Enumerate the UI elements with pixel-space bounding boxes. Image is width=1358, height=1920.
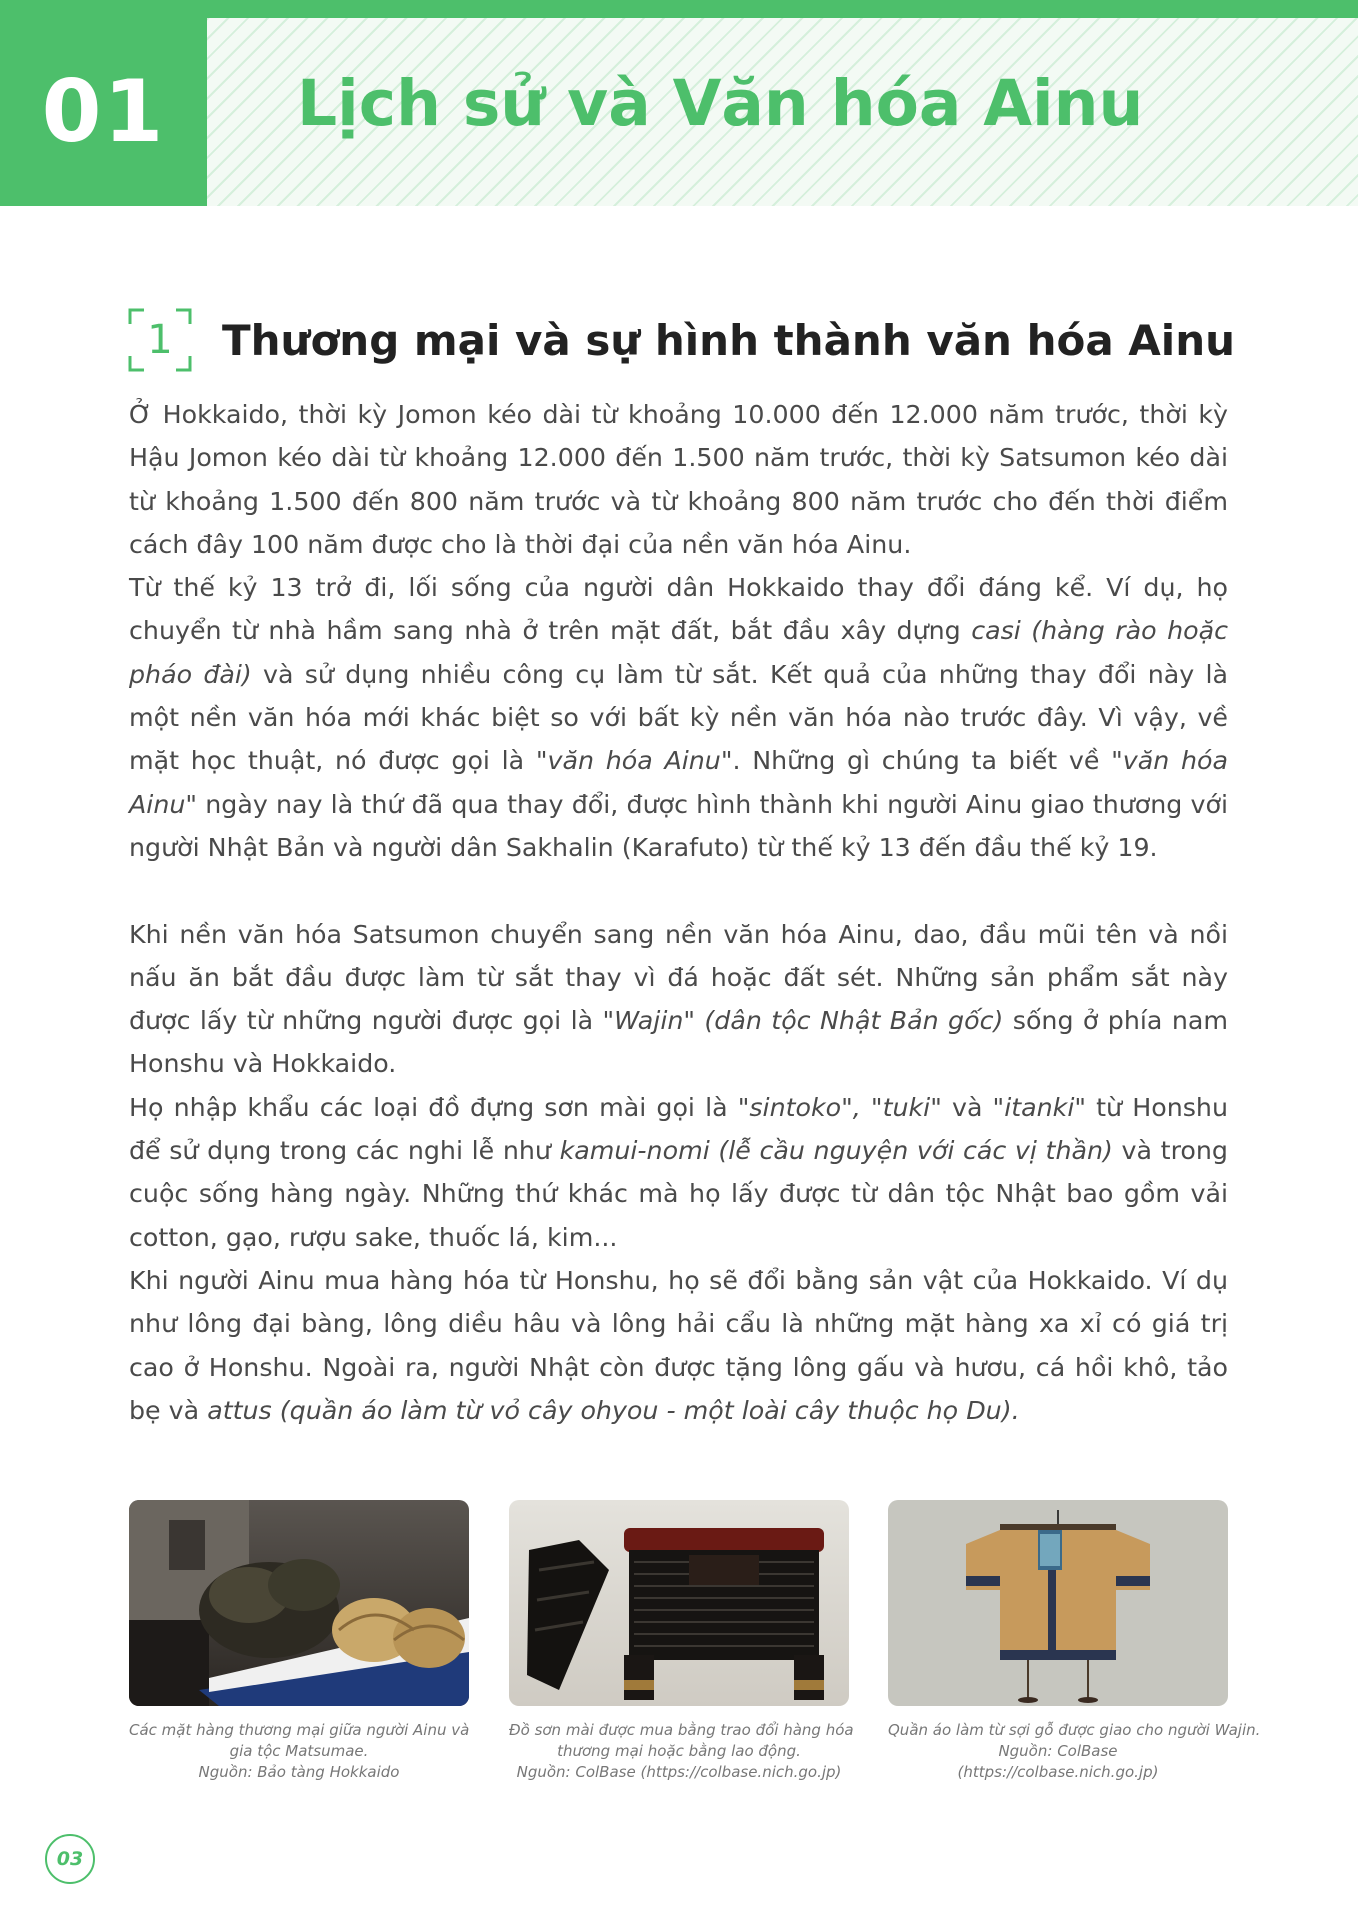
- section-number: 1: [147, 317, 173, 363]
- caption-lacquerware: Đồ sơn mài được mua bằng trao đổi hàng hóa thương mại hoặc bằng lao động. Nguồn: ColBase (https://colbase.nich.go.jp): [509, 1721, 854, 1781]
- photo-attus-garment: [888, 1500, 1228, 1706]
- top-accent-strip: [0, 0, 1358, 18]
- section-number-marker: [128, 308, 192, 372]
- paragraph-3: Khi nền văn hóa Satsumon chuyển sang nền văn hóa Ainu, dao, đầu mũi tên và nồi nấu ăn bắt đầu được làm từ sắt thay vì đá hoặc đất sét. Những sản phẩm sắt này được lấy từ những người được gọi là "Wajin" (dân tộc Nhật Bản gốc) sống ở phía nam Honshu và Hokkaido.: [129, 919, 1228, 1079]
- paragraph-1: Ở Hokkaido, thời kỳ Jomon kéo dài từ khoảng 10.000 đến 12.000 năm trước, thời kỳ Hậu Jomon kéo dài từ khoảng 12.000 đến 1.500 năm trước, thời kỳ Satsumon kéo dài từ khoảng 1.500 đến 800 năm trước và từ khoảng 800 năm trước cho đến thời điểm cách đây 100 năm được cho là thời đại của nền văn hóa Ainu.: [129, 400, 1228, 559]
- paragraph-5: Khi người Ainu mua hàng hóa từ Honshu, họ sẽ đổi bằng sản vật của Hokkaido. Ví dụ như lông đại bàng, lông diều hâu và lông hải cẩu là những mặt hàng xa xỉ có giá trị cao ở Honshu. Ngoài ra, người Nhật còn được tặng lông gấu và hươu, cá hồi khô, tảo bẹ và attus (quần áo làm từ vỏ cây ohyou - một loài cây thuộc họ Du).: [129, 1265, 1228, 1425]
- section-title: Thương mại và sự hình thành văn hóa Ainu: [222, 316, 1236, 365]
- chapter-title: Lịch sử và Văn hóa Ainu: [297, 67, 1144, 140]
- article-body: [129, 393, 1228, 1432]
- paragraph-2: Từ thế kỷ 13 trở đi, lối sống của người dân Hokkaido thay đổi đáng kể. Ví dụ, họ chuyển từ nhà hầm sang nhà ở trên mặt đất, bắt đầu xây dựng casi (hàng rào hoặc pháo đài) và sử dụng nhiều công cụ làm từ sắt. Kết quả của những thay đổi này là một nền văn hóa mới khác biệt so với bất kỳ nền văn hóa nào trước đây. Vì vậy, về mặt học thuật, nó được gọi là "văn hóa Ainu". Những gì chúng ta biết về "văn hóa Ainu" ngày nay là thứ đã qua thay đổi, được hình thành khi người Ainu giao thương với người Nhật Bản và người dân Sakhalin (Karafuto) từ thế kỷ 13 đến đầu thế kỷ 19.: [129, 573, 1229, 862]
- page-number: 03: [45, 1834, 95, 1884]
- chapter-number: 01: [0, 18, 207, 206]
- paragraph-4: Họ nhập khẩu các loại đồ đựng sơn mài gọi là "sintoko", "tuki" và "itanki" từ Honshu để sử dụng trong các nghi lễ như kamui-nomi (lễ cầu nguyện với các vị thần) và trong cuộc sống hàng ngày. Những thứ khác mà họ lấy được từ dân tộc Nhật bao gồm vải cotton, gạo, rượu sake, thuốc lá, kim...: [129, 1092, 1228, 1252]
- photo-lacquerware: [509, 1500, 849, 1706]
- caption-attus-garment: Quần áo làm từ sợi gỗ được giao cho người Wajin. Nguồn: ColBase (https://colbase.nich.go.jp): [888, 1721, 1261, 1781]
- caption-trade-goods: Các mặt hàng thương mại giữa người Ainu và gia tộc Matsumae. Nguồn: Bảo tàng Hokkaido: [129, 1721, 470, 1781]
- photo-trade-goods: [129, 1500, 469, 1706]
